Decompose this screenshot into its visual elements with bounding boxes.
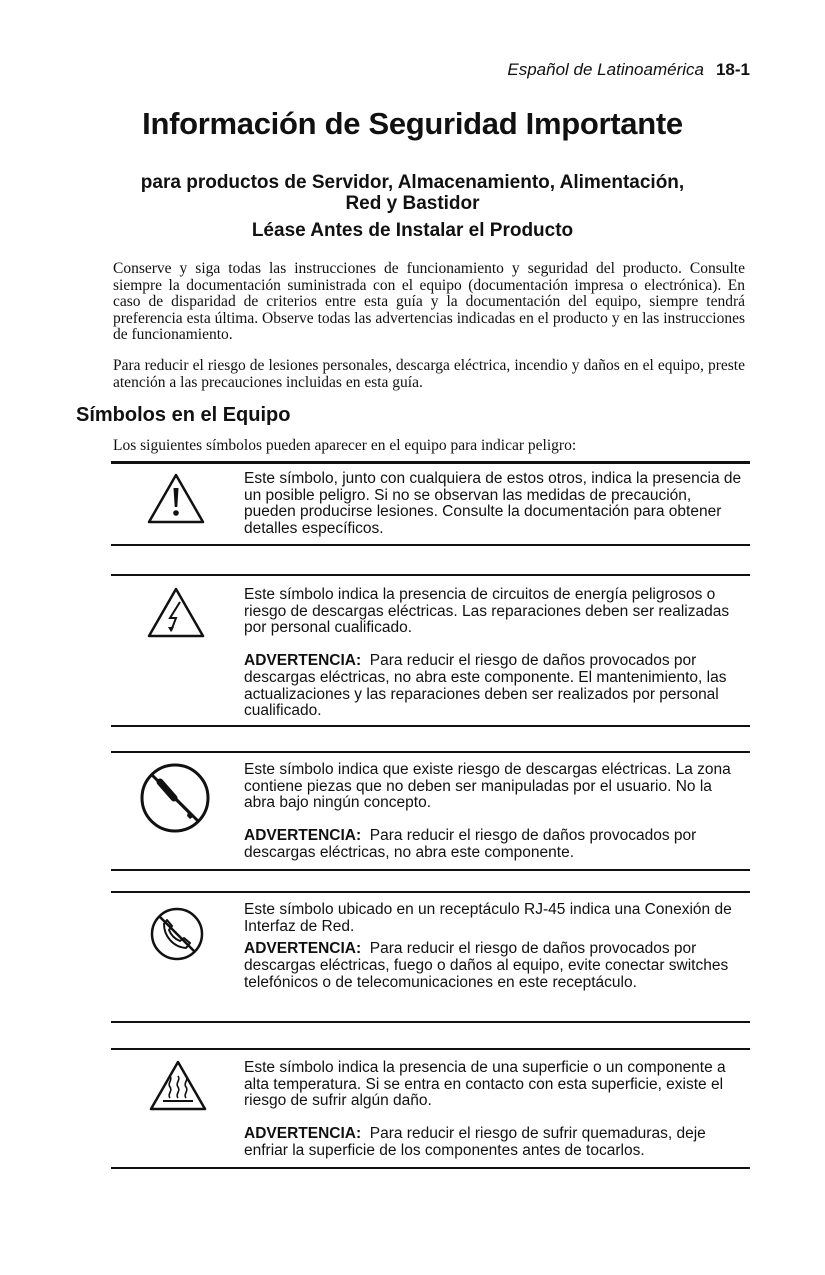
intro-paragraph-1: Conserve y siga todas las instrucciones de funcionamiento y seguridad del producto. Consulte siempre la documentación suministrada con el equipo (documentación impresa o electrónica). En caso de disparidad de criterios entre esta guía y la documentación del equipo, siempre tendrá preferencia esta última. Observe todas las advertencias indicadas en el producto y en las instrucciones de funcionamiento.	[113, 260, 745, 343]
table-rule	[111, 869, 750, 871]
symbol-warning	[244, 1126, 746, 1159]
symbol-description: Este símbolo indica la presencia de una superficie o un componente a alta temperatura. Si se entra en contacto con esta superficie, existe el riesgo de sufrir algún daño.	[244, 1059, 726, 1110]
subtitle-line-2: Red y Bastidor	[345, 193, 480, 214]
symbol-description: Este símbolo ubicado en un receptáculo RJ-45 indica una Conexión de Interfaz de Red.	[244, 901, 732, 935]
table-rule	[111, 461, 750, 464]
hot-surface-triangle-icon	[148, 1058, 208, 1117]
caution-triangle-icon	[146, 471, 206, 530]
warning-text: Para reducir el riesgo de daños provocados por descargas eléctricas, no abra este componente.	[244, 827, 697, 861]
warning-text: Para reducir el riesgo de daños provocados por descargas eléctricas, no abra este componente. El mantenimiento, las actualizaciones y las reparaciones deben ser realizados por personal cualificado.	[244, 652, 727, 720]
warning-text: Para reducir el riesgo de sufrir quemaduras, deje enfriar la superficie de los componentes antes de tocarlos.	[244, 1125, 706, 1159]
page-number: 18-1	[715, 60, 750, 79]
no-tools-icon	[138, 762, 212, 839]
header-language: Español de Latinoamérica	[507, 60, 704, 79]
symbol-row-no-tools	[244, 762, 746, 862]
table-rule	[111, 725, 750, 727]
warning-label: ADVERTENCIA:	[244, 827, 362, 845]
table-rule	[111, 751, 750, 753]
no-telephone-icon	[149, 906, 205, 967]
table-rule	[111, 1048, 750, 1050]
symbols-intro: Los siguientes símbolos pueden aparecer en el equipo para indicar peligro:	[113, 437, 577, 454]
running-header	[507, 60, 750, 80]
subtitle-line-1: para productos de Servidor, Almacenamiento, Alimentación,	[140, 172, 685, 193]
warning-label: ADVERTENCIA:	[244, 940, 362, 958]
symbol-row-electric-shock	[244, 587, 746, 720]
symbol-row-hot-surface	[244, 1060, 746, 1160]
symbol-warning	[244, 941, 746, 991]
page-title: Información de Seguridad Importante	[142, 106, 683, 141]
electric-shock-triangle-icon	[146, 585, 206, 644]
symbol-description: Este símbolo indica que existe riesgo de descargas eléctricas. La zona contiene piezas que no deben ser manipuladas por el usuario. No la abra bajo ningún concepto.	[244, 761, 731, 812]
symbol-description: Este símbolo indica la presencia de circuitos de energía peligrosos o riesgo de descargas eléctricas. Las reparaciones deben ser realizadas por personal cualificado.	[244, 586, 730, 637]
warning-label: ADVERTENCIA:	[244, 1125, 362, 1143]
symbol-warning	[244, 653, 746, 720]
table-rule	[111, 574, 750, 576]
table-rule	[111, 1167, 750, 1169]
symbol-row-caution	[244, 471, 746, 538]
table-rule	[111, 544, 750, 546]
warning-text: Para reducir el riesgo de daños provocados por descargas eléctricas, fuego o daños al equipo, evite conectar switches telefónicos o de telecomunicaciones en este receptáculo.	[244, 940, 729, 991]
section-heading: Símbolos en el Equipo	[76, 404, 291, 426]
symbol-row-no-telephone	[244, 902, 746, 992]
read-before-install-heading: Léase Antes de Instalar el Producto	[251, 220, 574, 241]
symbol-warning	[244, 828, 746, 861]
warning-label: ADVERTENCIA:	[244, 652, 362, 670]
table-rule	[111, 891, 750, 893]
page-subtitle	[0, 172, 825, 214]
symbol-description: Este símbolo, junto con cualquiera de estos otros, indica la presencia de un posible peligro. Si no se observan las medidas de precaución, pueden producirse lesiones. Consulte la documentación para obtener detalles específicos.	[244, 470, 742, 538]
intro-paragraph-2: Para reducir el riesgo de lesiones personales, descarga eléctrica, incendio y daños en el equipo, preste atención a las precauciones incluidas en esta guía.	[113, 357, 745, 391]
table-rule	[111, 1021, 750, 1023]
